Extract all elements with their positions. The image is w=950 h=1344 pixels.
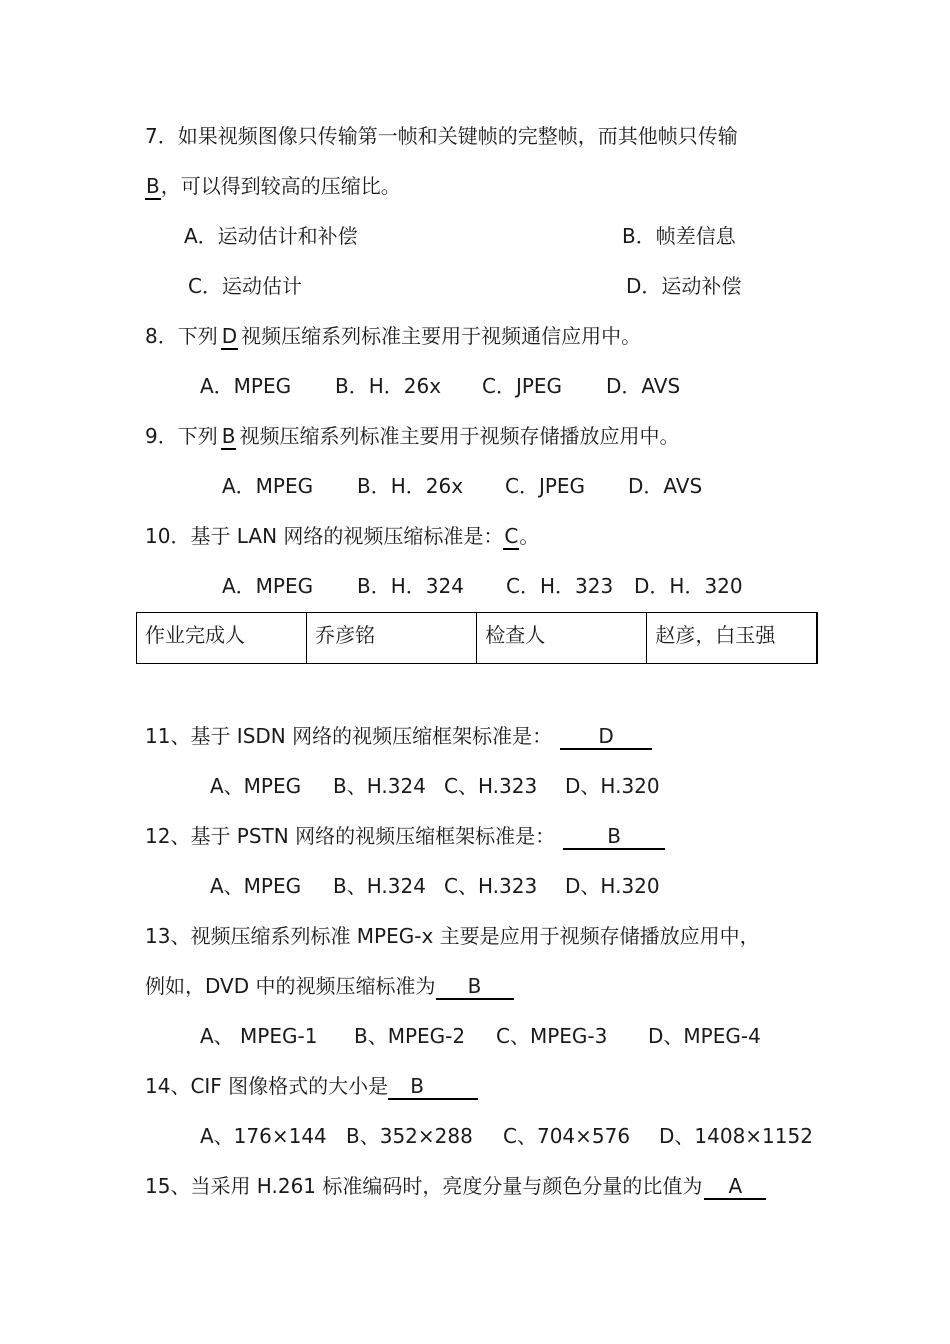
- q7-answer: B: [146, 174, 160, 198]
- q14-option-a: A、176×144: [200, 1124, 327, 1148]
- q15-prefix: 15、当采用 H.261 标准编码时，亮度分量与颜色分量的比值为: [145, 1174, 703, 1198]
- q10-suffix: 。: [519, 524, 540, 548]
- q10-option-b: B．H．324: [357, 574, 464, 598]
- q14-option-c: C、704×576: [503, 1124, 631, 1148]
- q8-option-d: D．AVS: [606, 374, 681, 398]
- completer-name-cell: 乔彦铭: [307, 613, 477, 664]
- q9-option-c: C．JPEG: [505, 474, 586, 498]
- q12-answer: B: [563, 824, 665, 850]
- q7-option-a: A．运动估计和补偿: [184, 224, 358, 248]
- q14-answer: B: [388, 1074, 478, 1100]
- q11-text: [145, 724, 652, 748]
- q8-prefix: 8．下列: [145, 324, 218, 348]
- q14-option-b: B、352×288: [346, 1124, 473, 1148]
- q8-answer: D: [221, 324, 238, 348]
- q12-option-b: B、H.324: [333, 874, 426, 898]
- q7-text-rest: ，可以得到较高的压缩比。: [160, 174, 401, 198]
- signature-table-row: [137, 613, 818, 664]
- q10-prefix: 10．基于 LAN 网络的视频压缩标准是：: [145, 524, 504, 548]
- q13-text-line2: [145, 974, 514, 998]
- q10-text: [145, 524, 539, 548]
- q13-option-a: A、 MPEG-1: [200, 1024, 318, 1048]
- q15-text: [145, 1174, 766, 1198]
- completer-label-cell: 作业完成人: [137, 613, 307, 664]
- q13-text-line1: 13、视频压缩系列标准 MPEG-x 主要是应用于视频存储播放应用中，: [145, 924, 760, 948]
- q7-option-d: D．运动补偿: [626, 274, 742, 298]
- q8-option-a: A．MPEG: [200, 374, 292, 398]
- q15-answer: A: [704, 1174, 766, 1200]
- q11-prefix: 11、基于 ISDN 网络的视频压缩框架标准是：: [145, 724, 553, 748]
- q8-option-c: C．JPEG: [482, 374, 563, 398]
- signature-table: [136, 612, 818, 664]
- q7-text-line2: [145, 174, 401, 198]
- checker-label-cell: 检查人: [477, 613, 647, 664]
- q9-option-d: D．AVS: [628, 474, 703, 498]
- q10-answer: C: [504, 524, 519, 548]
- q12-text: [145, 824, 665, 848]
- q7-text-line1: 7．如果视频图像只传输第一帧和关键帧的完整帧，而其他帧只传输: [145, 124, 738, 148]
- q10-option-d: D．H．320: [634, 574, 743, 598]
- checker-name-cell: 赵彦，白玉强: [647, 613, 817, 664]
- q12-prefix: 12、基于 PSTN 网络的视频压缩框架标准是：: [145, 824, 556, 848]
- q11-option-c: C、H.323: [444, 774, 538, 798]
- q12-option-a: A、MPEG: [210, 874, 302, 898]
- q11-option-a: A、MPEG: [210, 774, 302, 798]
- q10-option-c: C．H．323: [506, 574, 614, 598]
- q11-option-b: B、H.324: [333, 774, 426, 798]
- q8-text: [145, 324, 641, 348]
- q9-option-b: B．H．26x: [357, 474, 464, 498]
- q7-option-b: B．帧差信息: [622, 224, 736, 248]
- q9-prefix: 9．下列: [145, 424, 218, 448]
- q13-prefix: 例如，DVD 中的视频压缩标准为: [145, 974, 436, 998]
- q13-answer: B: [436, 974, 514, 1000]
- q13-option-c: C、MPEG-3: [496, 1024, 608, 1048]
- q12-option-d: D、H.320: [565, 874, 660, 898]
- q9-option-a: A．MPEG: [222, 474, 314, 498]
- q12-option-c: C、H.323: [444, 874, 538, 898]
- q8-suffix: 视频压缩系列标准主要用于视频通信应用中。: [241, 324, 642, 348]
- q7-option-c: C．运动估计: [188, 274, 302, 298]
- q14-prefix: 14、CIF 图像格式的大小是: [145, 1074, 389, 1098]
- q14-option-d: D、1408×1152: [659, 1124, 813, 1148]
- q9-answer: B: [221, 424, 236, 448]
- q8-option-b: B．H．26x: [335, 374, 442, 398]
- q11-answer: D: [560, 724, 652, 750]
- q9-suffix: 视频压缩系列标准主要用于视频存储播放应用中。: [239, 424, 680, 448]
- q14-text: [145, 1074, 478, 1098]
- q10-option-a: A．MPEG: [222, 574, 314, 598]
- q13-option-d: D、MPEG-4: [648, 1024, 761, 1048]
- q9-text: [145, 424, 679, 448]
- q13-option-b: B、MPEG-2: [354, 1024, 466, 1048]
- q11-option-d: D、H.320: [565, 774, 660, 798]
